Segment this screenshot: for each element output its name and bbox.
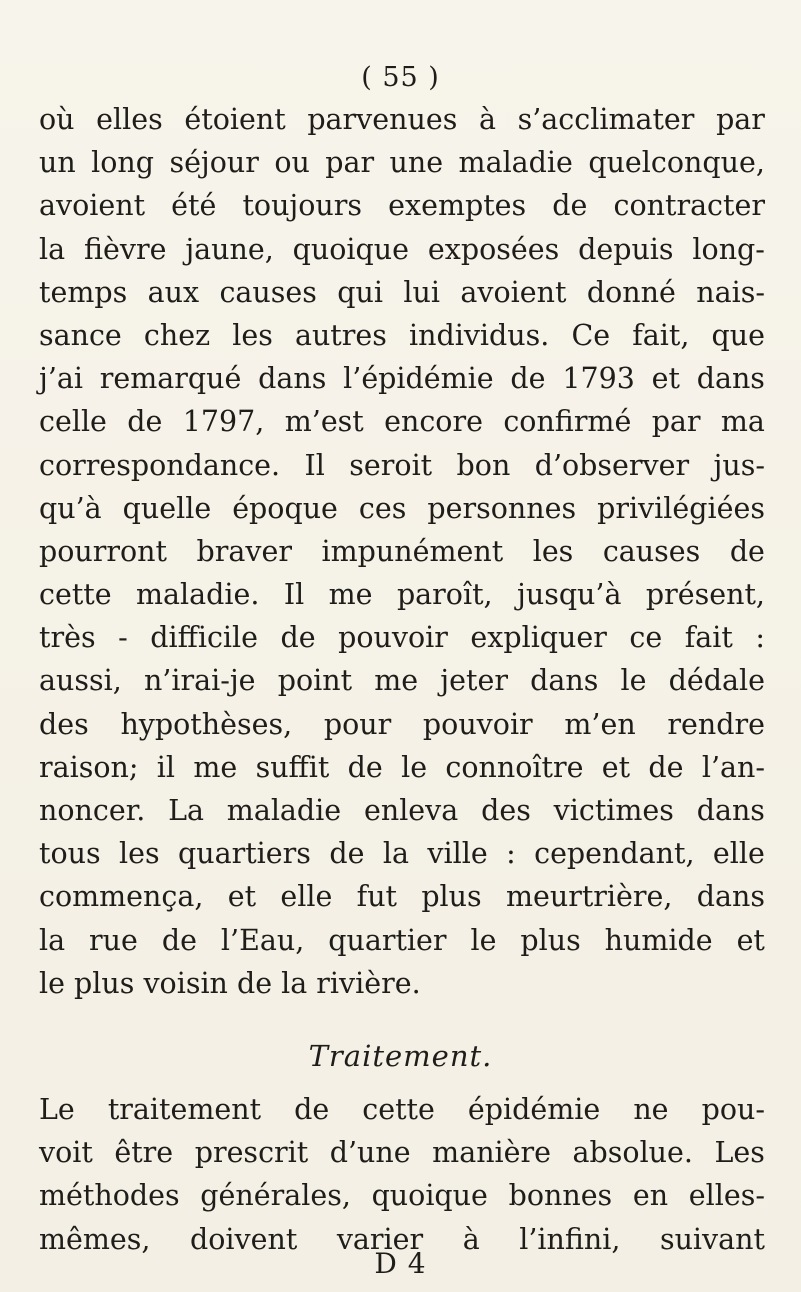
text-line: méthodes générales, quoique bonnes en elles- [39, 1179, 765, 1213]
text-line: la rue de l’Eau, quartier le plus humide et [39, 923, 765, 957]
signature-mark: D 4 [374, 1247, 427, 1280]
text-line: où elles étoient parvenues à s’acclimater par [39, 103, 765, 136]
text-line: cette maladie. Il me paroît, jusqu’à présent, [39, 578, 765, 612]
text-line: Le traitement de cette épidémie ne pou- [39, 1093, 765, 1126]
text-line: la fièvre jaune, quoique exposées depuis long- [39, 232, 765, 266]
text-line: correspondance. Il seroit bon d’observer jus- [39, 448, 765, 482]
page-number: ( 55 ) [361, 62, 440, 93]
text-line: avoient été toujours exemptes de contracter [39, 189, 765, 223]
text-line: raison; il me suffit de le connoître et de l’an- [39, 750, 765, 784]
paragraph-1 [39, 98, 765, 1005]
text-line: voit être prescrit d’une manière absolue. Les [39, 1136, 765, 1170]
text-line: tous les quartiers de la ville : cependant, elle [39, 837, 765, 871]
text-line: j’ai remarqué dans l’épidémie de 1793 et dans [39, 362, 765, 396]
text-line: commença, et elle fut plus meurtrière, dans [39, 880, 765, 914]
text-line: aussi, n’irai-je point me jeter dans le dédale [39, 664, 765, 698]
text-line: très - difficile de pouvoir expliquer ce fait : [39, 621, 765, 655]
text-line: des hypothèses, pour pouvoir m’en rendre [39, 707, 765, 741]
text-line: sance chez les autres individus. Ce fait, que [39, 318, 765, 352]
text-line: qu’à quelle époque ces personnes privilégiées [39, 491, 765, 525]
text-line: le plus voisin de la rivière. [39, 966, 421, 1000]
text-line: un long séjour ou par une maladie quelconque, [39, 146, 765, 180]
paragraph-2 [39, 1088, 765, 1261]
text-line: noncer. La maladie enleva des victimes dans [39, 794, 765, 827]
section-heading: Traitement. [308, 1039, 493, 1073]
text-line: temps aux causes qui lui avoient donné nais- [39, 275, 765, 309]
text-line: mêmes, doivent varier à l’infini, suivant [39, 1222, 765, 1256]
text-line: pourront braver impunément les causes de [39, 534, 765, 568]
text-line: celle de 1797, m’est encore confirmé par ma [39, 405, 765, 439]
